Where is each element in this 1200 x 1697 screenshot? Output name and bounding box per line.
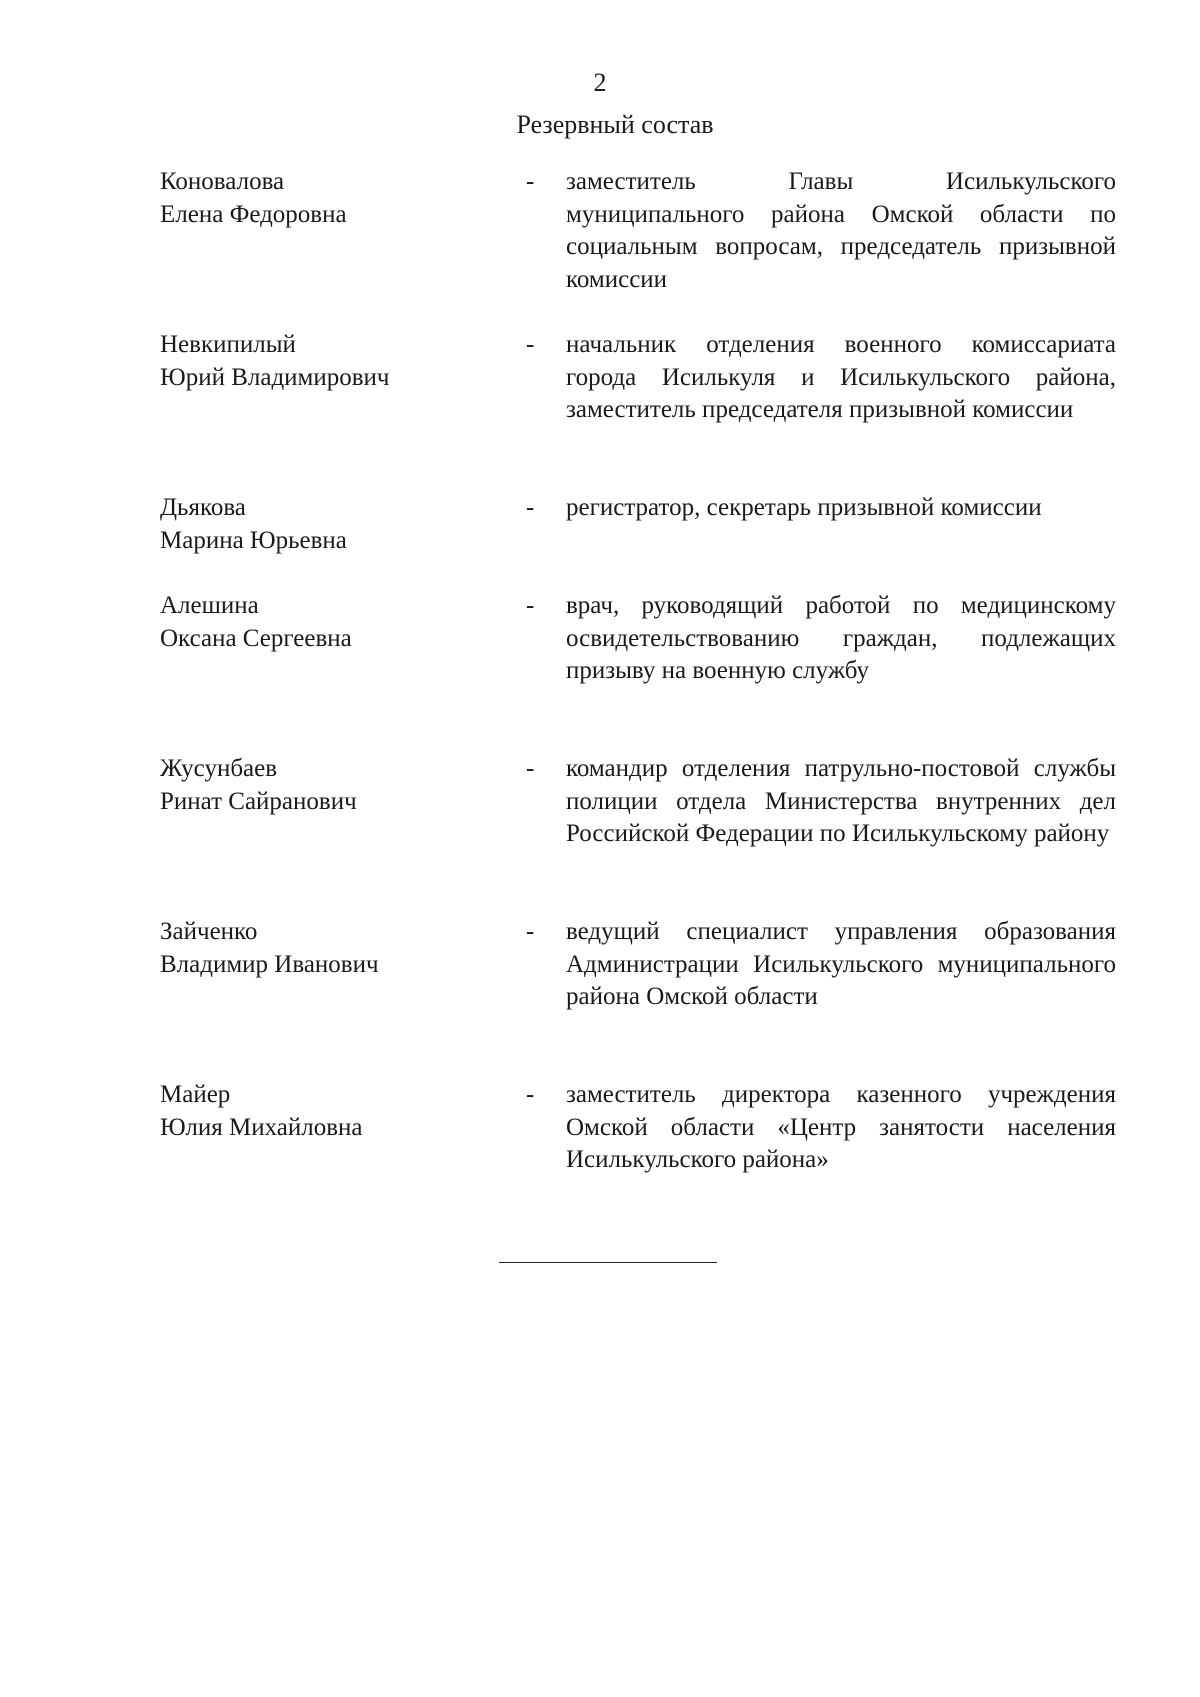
separator-dash: - — [526, 168, 535, 195]
member-name — [160, 590, 500, 655]
members-list — [160, 166, 1116, 1242]
member-role: командир отделения патрульно-постовой службы полиции отдела Министерства внутренних дел Российской Федерации по Исилькульскому району — [566, 755, 1116, 847]
member-given-names: Елена Федоровна — [160, 200, 347, 228]
member-entry — [160, 916, 1116, 1079]
member-surname: Майер — [160, 1081, 231, 1108]
end-separator-line — [499, 1262, 717, 1263]
member-given-names: Юрий Владимирович — [160, 363, 390, 391]
separator-dash: - — [526, 1081, 535, 1108]
member-name — [160, 1079, 500, 1144]
member-given-names: Юлия Михайловна — [160, 1113, 363, 1141]
member-given-names: Владимир Иванович — [160, 950, 379, 978]
member-given-names: Ринат Сайранович — [160, 787, 357, 815]
member-surname: Зайченко — [160, 918, 258, 945]
separator-dash: - — [526, 592, 535, 619]
member-entry — [160, 753, 1116, 916]
separator-dash: - — [526, 918, 535, 945]
section-title: Резервный состав — [516, 110, 714, 139]
member-given-names: Оксана Сергеевна — [160, 624, 352, 652]
member-given-names: Марина Юрьевна — [160, 526, 347, 554]
member-name — [160, 329, 500, 394]
member-entry — [160, 590, 1116, 753]
member-surname: Алешина — [160, 592, 259, 619]
member-entry — [160, 329, 1116, 492]
separator-dash: - — [526, 755, 535, 782]
member-surname: Дьякова — [160, 494, 246, 521]
member-role: заместитель Главы Исилькульского муниципального района Омской области по социальным вопросам, председатель призывной комиссии — [566, 168, 1116, 293]
page-number: 2 — [593, 68, 607, 97]
member-name — [160, 492, 500, 557]
member-entry — [160, 492, 1116, 590]
member-surname: Коновалова — [160, 168, 285, 195]
member-role: регистратор, секретарь призывной комиссии — [566, 494, 1042, 521]
member-name — [160, 753, 500, 818]
member-surname: Невкипилый — [160, 331, 296, 358]
member-role: врач, руководящий работой по медицинскому освидетельствованию граждан, подлежащих призыву на военную службу — [566, 592, 1116, 684]
member-entry — [160, 166, 1116, 329]
member-role: начальник отделения военного комиссариата города Исилькуля и Исилькульского района, заместитель председателя призывной комиссии — [566, 331, 1116, 423]
member-surname: Жусунбаев — [160, 755, 278, 782]
member-role: заместитель директора казенного учреждения Омской области «Центр занятости населения Исилькульского района» — [566, 1081, 1116, 1173]
member-entry — [160, 1079, 1116, 1242]
member-name — [160, 916, 500, 981]
separator-dash: - — [526, 494, 535, 521]
member-name — [160, 166, 500, 231]
member-role: ведущий специалист управления образования Администрации Исилькульского муниципального района Омской области — [566, 918, 1116, 1010]
separator-dash: - — [526, 331, 535, 358]
